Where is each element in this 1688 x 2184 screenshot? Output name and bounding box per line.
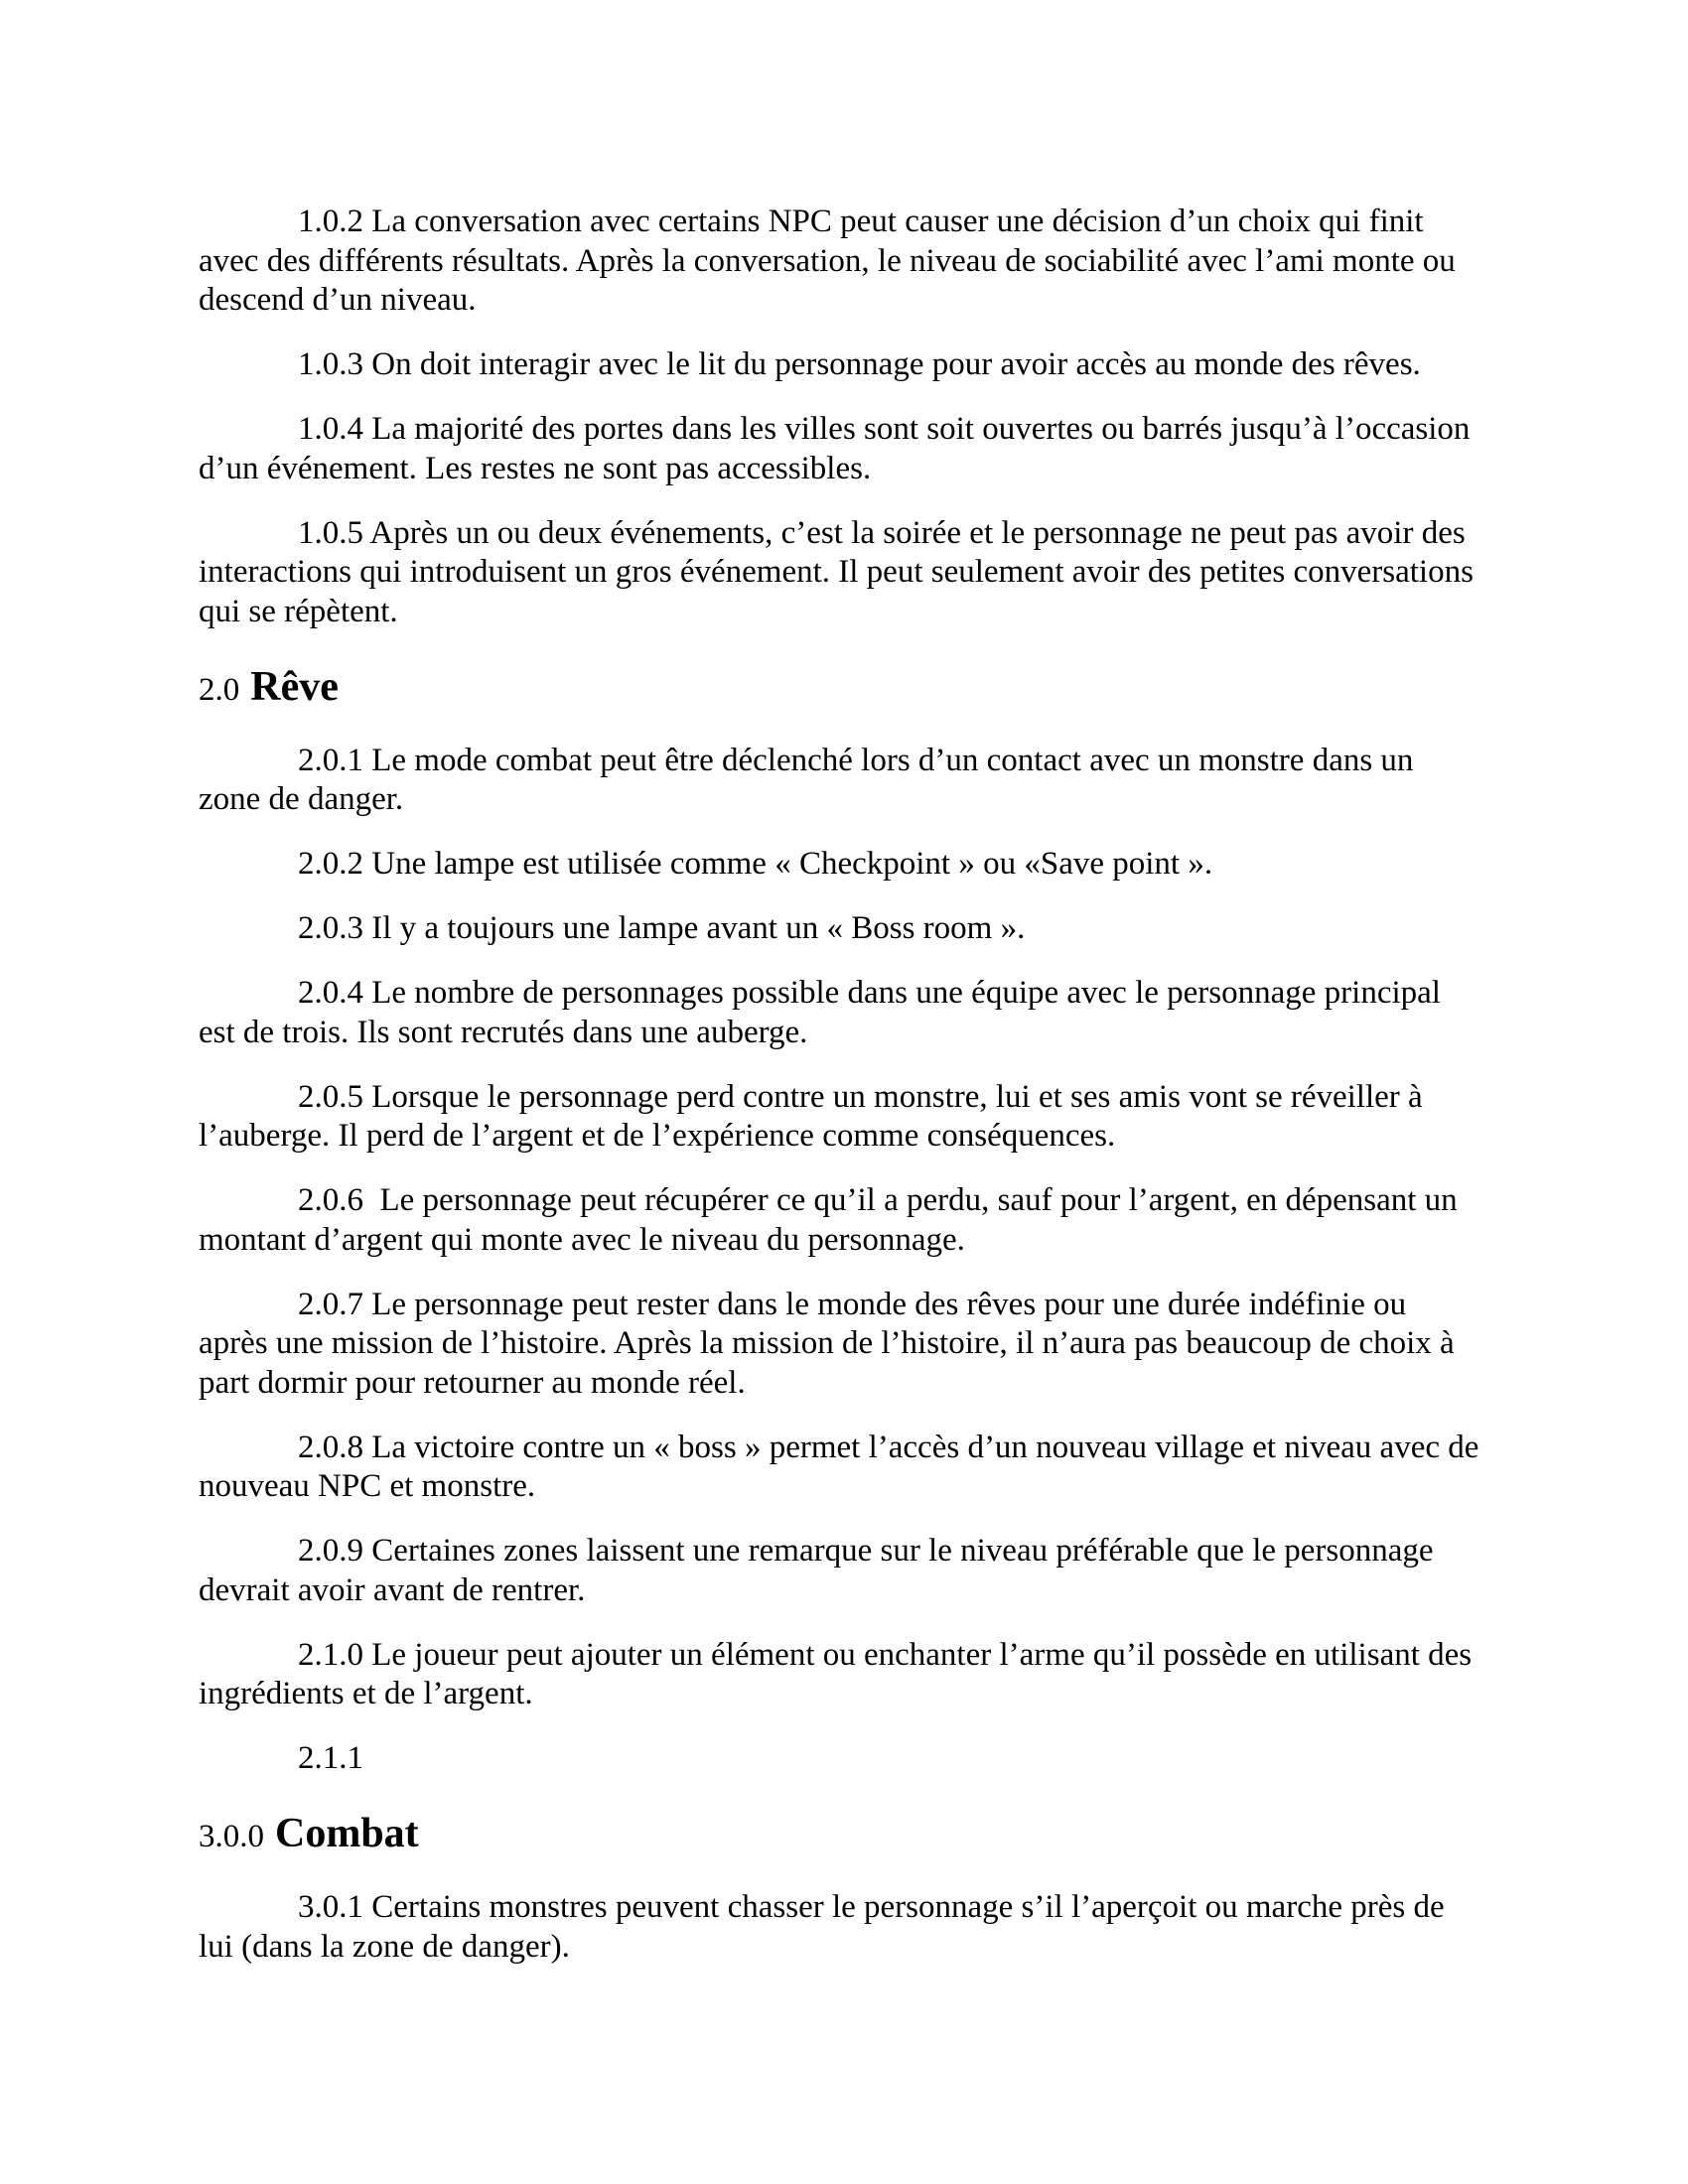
paragraph-line: 2.0.8 La victoire contre un « boss » permet l’accès d’un nouveau village et niveau avec de: [298, 1429, 1479, 1465]
paragraph-3-0-1: [199, 1888, 1489, 1967]
paragraph-line: devrait avoir avant de rentrer.: [199, 1571, 586, 1608]
paragraph-line: qui se répètent.: [199, 593, 398, 629]
paragraph-line: 2.0.2 Une lampe est utilisée comme « Checkpoint » ou «Save point ».: [298, 846, 1213, 882]
paragraph-line: ingrédients et de l’argent.: [199, 1676, 533, 1711]
paragraph-1-0-5: [199, 514, 1489, 632]
heading-number: 3.0.0: [199, 1819, 264, 1854]
paragraph-line: lui (dans la zone de danger).: [199, 1928, 570, 1965]
paragraph-line: 2.0.7 Le personnage peut rester dans le monde des rêves pour une durée indéfinie ou: [298, 1286, 1407, 1322]
paragraph-line: 2.0.4 Le nombre de personnages possible dans une équipe avec le personnage principal: [298, 975, 1441, 1011]
paragraph-2-0-3: [199, 909, 1489, 949]
paragraph-2-1-0: [199, 1636, 1489, 1714]
paragraph-line: 2.0.5 Lorsque le personnage perd contre un monstre, lui et ses amis vont se réveiller à: [298, 1078, 1423, 1115]
heading-3-0-0-combat: [199, 1804, 1489, 1858]
paragraph-1-0-2: [199, 203, 1489, 321]
paragraph-line: 2.0.3 Il y a toujours une lampe avant un « Boss room ».: [298, 910, 1026, 946]
paragraph-2-0-8: [199, 1429, 1489, 1507]
paragraph-line: 1.0.4 La majorité des portes dans les villes sont soit ouvertes ou barrés jusqu’à l’occasion: [298, 411, 1471, 447]
paragraph-2-0-7: [199, 1286, 1489, 1404]
paragraph-line: 1.0.3 On doit interagir avec le lit du personnage pour avoir accès au monde des rêves.: [298, 346, 1421, 382]
paragraph-line: est de trois. Ils sont recrutés dans une auberge.: [199, 1014, 808, 1050]
heading-2-0-reve: [199, 657, 1489, 712]
paragraph-1-0-3: [199, 345, 1489, 385]
paragraph-line: part dormir pour retourner au monde réel.: [199, 1364, 746, 1401]
paragraph-line: 2.0.6 Le personnage peut récupérer ce qu’il a perdu, sauf pour l’argent, en dépensant un: [298, 1182, 1458, 1218]
paragraph-line: interactions qui introduisent un gros événement. Il peut seulement avoir des petites conversations: [199, 554, 1474, 590]
paragraph-line: 2.1.0 Le joueur peut ajouter un élément ou enchanter l’arme qu’il possède en utilisant des: [298, 1636, 1473, 1673]
heading-number: 2.0: [199, 671, 240, 708]
paragraph-line: 2.0.9 Certaines zones laissent une remarque sur le niveau préférable que le personnage: [298, 1533, 1434, 1569]
paragraph-2-0-5: [199, 1078, 1489, 1157]
paragraph-line: d’un événement. Les restes ne sont pas accessibles.: [199, 450, 872, 486]
paragraph-line: montant d’argent qui monte avec le niveau du personnage.: [199, 1221, 965, 1258]
paragraph-2-0-9: [199, 1532, 1489, 1610]
paragraph-line: zone de danger.: [199, 781, 404, 817]
paragraph-line: nouveau NPC et monstre.: [199, 1468, 536, 1504]
paragraph-line: 2.1.1: [298, 1740, 363, 1776]
paragraph-line: 3.0.1 Certains monstres peuvent chasser le personnage s’il l’aperçoit ou marche près de: [298, 1889, 1445, 1925]
heading-title: Rêve: [250, 663, 339, 710]
paragraph-2-0-2: [199, 845, 1489, 885]
paragraph-2-0-4: [199, 974, 1489, 1052]
paragraph-line: 1.0.5 Après un ou deux événements, c’est la soirée et le personnage ne peut pas avoir des: [298, 514, 1466, 551]
paragraph-line: avec des différents résultats. Après la conversation, le niveau de sociabilité avec l’ami monte ou: [199, 242, 1456, 279]
paragraph-line: 1.0.2 La conversation avec certains NPC peut causer une décision d’un choix qui finit: [298, 204, 1424, 239]
paragraph-line: après une mission de l’histoire. Après la mission de l’histoire, il n’aura pas beaucoup de choix à: [199, 1325, 1455, 1361]
paragraph-2-0-6: [199, 1181, 1489, 1260]
paragraph-2-0-1: [199, 742, 1489, 820]
paragraph-2-1-1: [199, 1739, 1489, 1779]
paragraph-line: 2.0.1 Le mode combat peut être déclenché lors d’un contact avec un monstre dans un: [298, 742, 1414, 778]
heading-title: Combat: [275, 1811, 419, 1856]
paragraph-1-0-4: [199, 410, 1489, 488]
paragraph-line: descend d’un niveau.: [199, 282, 477, 318]
paragraph-line: l’auberge. Il perd de l’argent et de l’expérience comme conséquences.: [199, 1118, 1116, 1154]
